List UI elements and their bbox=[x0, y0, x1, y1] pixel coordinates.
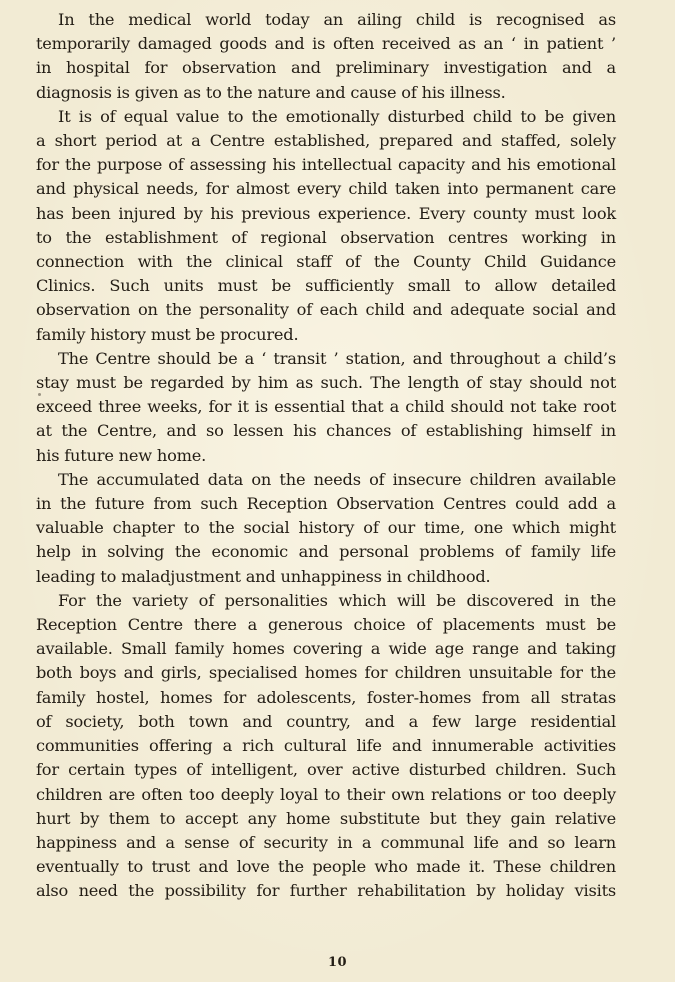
text-line: of society, both town and country, and a few large residential bbox=[36, 711, 616, 731]
text-line: hurt by them to accept any home substitute but they gain relative bbox=[36, 808, 616, 828]
text-line: has been injured by his previous experience. Every county must look bbox=[36, 203, 616, 223]
text-line: for certain types of intelligent, over active disturbed children. Such bbox=[36, 760, 616, 780]
text-line: exceed three weeks, for it is essential that a child should not take root bbox=[36, 397, 616, 417]
text-line: stay must be regarded by him as such. The length of stay should not bbox=[36, 373, 616, 393]
paragraph bbox=[36, 105, 616, 347]
text-line: children are often too deeply loyal to their own relations or too deeply bbox=[36, 784, 616, 804]
text-line: in hospital for observation and preliminary investigation and a bbox=[36, 58, 616, 78]
text-line: for the purpose of assessing his intellectual capacity and his emotional bbox=[36, 155, 616, 175]
text-line: his future new home. bbox=[36, 445, 207, 465]
text-line: Reception Centre there a generous choice of placements must be bbox=[36, 615, 616, 635]
paper-speck bbox=[38, 393, 41, 396]
text-line: leading to maladjustment and unhappiness in childhood. bbox=[36, 566, 491, 586]
text-line: valuable chapter to the social history of our time, one which might bbox=[36, 518, 616, 538]
text-line: In the medical world today an ailing child is recognised as bbox=[58, 10, 616, 29]
text-line: diagnosis is given as to the nature and cause of his illness. bbox=[36, 82, 506, 102]
paragraph bbox=[36, 347, 616, 468]
text-line: family history must be procured. bbox=[36, 324, 299, 344]
text-line: observation on the personality of each child and adequate social and bbox=[36, 300, 616, 320]
text-line: For the variety of personalities which will be discovered in the bbox=[58, 590, 616, 610]
paragraph bbox=[36, 8, 616, 105]
text-line: both boys and girls, specialised homes for children unsuitable for the bbox=[36, 663, 616, 683]
text-line: and physical needs, for almost every child taken into permanent care bbox=[36, 179, 616, 199]
body-text bbox=[36, 8, 616, 904]
text-line: available. Small family homes covering a wide age range and taking bbox=[36, 639, 616, 659]
page-number: 10 bbox=[327, 955, 348, 970]
text-line: Clinics. Such units must be sufficiently small to allow detailed bbox=[36, 276, 616, 296]
paragraph bbox=[36, 468, 616, 589]
text-line: happiness and a sense of security in a communal life and so learn bbox=[36, 832, 616, 852]
text-line: eventually to trust and love the people who made it. These children bbox=[36, 857, 616, 877]
text-line: The accumulated data on the needs of insecure children available bbox=[58, 469, 616, 489]
paragraph bbox=[36, 589, 616, 904]
text-line: The Centre should be a ‘ transit ’ station, and throughout a child’s bbox=[58, 348, 616, 368]
text-line: connection with the clinical staff of the County Child Guidance bbox=[36, 252, 616, 272]
text-line: at the Centre, and so lessen his chances of establishing himself in bbox=[36, 421, 616, 441]
text-line: a short period at a Centre established, prepared and staffed, solely bbox=[36, 131, 616, 151]
text-line: It is of equal value to the emotionally disturbed child to be given bbox=[58, 106, 616, 126]
text-line: communities offering a rich cultural life and innumerable activities bbox=[36, 736, 616, 756]
text-line: help in solving the economic and personal problems of family life bbox=[36, 542, 616, 562]
text-line: family hostel, homes for adolescents, foster-homes from all stratas bbox=[36, 687, 616, 707]
text-line: to the establishment of regional observation centres working in bbox=[36, 227, 616, 247]
text-line: temporarily damaged goods and is often received as an ‘ in patient ’ bbox=[36, 34, 616, 54]
text-line: in the future from such Reception Observation Centres could add a bbox=[36, 494, 616, 514]
text-line: also need the possibility for further rehabilitation by holiday visits bbox=[36, 881, 616, 901]
